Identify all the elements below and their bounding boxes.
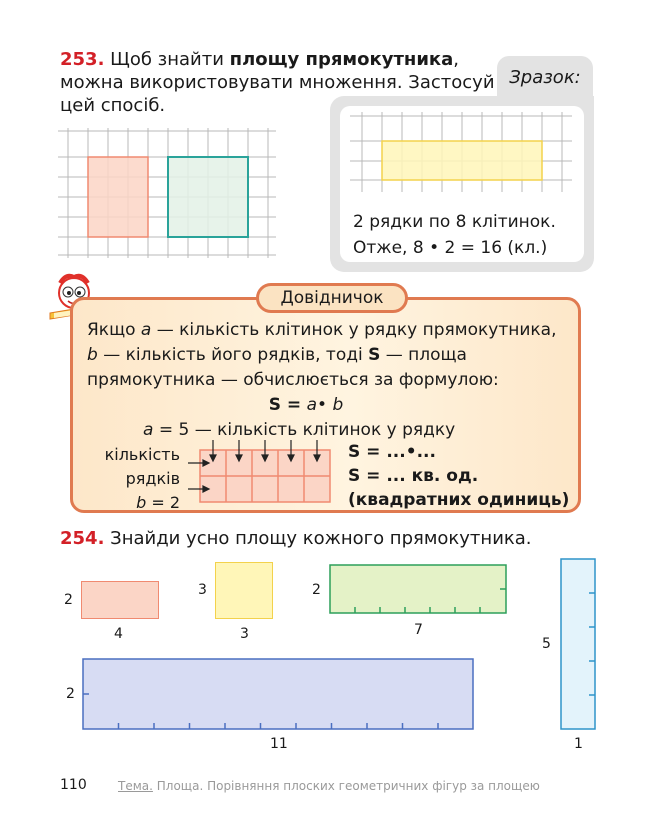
rect3-side-label: 2 <box>312 582 321 598</box>
result-line-2: S = ... кв. од. <box>348 466 479 486</box>
rows-label-1: кількість <box>104 445 180 464</box>
exercise-254-number: 254. <box>60 528 105 549</box>
page-number: 110 <box>60 777 87 793</box>
rectangle-1x5 <box>560 558 598 732</box>
exercise-254-instruction: Знайди усно площу кожного прямокутника. <box>110 528 532 549</box>
reference-text <box>87 318 577 443</box>
rect4-side-label: 5 <box>542 636 551 652</box>
rect2-side-label: 3 <box>198 582 207 598</box>
rect5-bottom-label: 11 <box>270 736 288 752</box>
sample-grid <box>350 112 572 192</box>
reference-line-2: b — кількість його рядків, тоді S — площа <box>87 345 467 365</box>
pink-rectangle-253 <box>88 157 148 237</box>
sample-line-2: Отже, 8 • 2 = 16 (кл.) <box>353 238 548 258</box>
exercise-253-bold: площу прямокутника <box>229 49 454 70</box>
rect4-bottom-label: 1 <box>574 736 583 752</box>
reference-a-line: a = 5 — кількість клітинок у рядку <box>143 420 456 440</box>
reference-diagram <box>188 438 338 504</box>
footer-topic-label: Тема. <box>118 779 153 793</box>
rect1-side-label: 2 <box>64 592 73 608</box>
rect1-bottom-label: 4 <box>114 626 123 642</box>
rect5-side-label: 2 <box>66 686 75 702</box>
exercise-253-grid <box>58 128 278 258</box>
sample-text <box>353 209 556 261</box>
footer-topic-text: Площа. Порівняння плоских геометричних фігур за площею <box>152 779 540 793</box>
reference-line-3: прямокутника — обчислюється за формулою: <box>87 370 499 390</box>
result-line-1: S = ...•... <box>348 442 436 462</box>
result-line-3: (квадратних одиниць) <box>348 490 570 510</box>
footer-topic <box>118 779 540 793</box>
exercise-253-post: , можна використовувати множення. Застосуй цей спосіб. <box>60 49 495 116</box>
rows-label-2: рядків <box>125 469 180 488</box>
reference-results <box>348 440 569 512</box>
rows-b-value: b = 2 <box>136 493 180 512</box>
rectangle-4x2 <box>81 581 159 619</box>
exercise-253-pre: Щоб знайти <box>110 49 230 70</box>
rectangle-7x2 <box>329 564 509 616</box>
green-rectangle-253 <box>168 157 248 237</box>
rectangle-3x3 <box>215 562 273 619</box>
rectangle-11x2 <box>82 658 476 732</box>
sample-tab: Зразок: <box>497 56 593 100</box>
rows-label <box>104 443 180 515</box>
reference-line-1: Якщо a — кількість клітинок у рядку прямокутника, <box>87 320 557 340</box>
reference-title: Довідничок <box>256 283 408 313</box>
exercise-253-number: 253. <box>60 49 105 70</box>
sample-line-1: 2 рядки по 8 клітинок. <box>353 212 556 232</box>
rect3-bottom-label: 7 <box>414 622 423 638</box>
rect2-bottom-label: 3 <box>240 626 249 642</box>
exercise-254-text <box>60 528 532 549</box>
yellow-rectangle-sample <box>382 141 542 180</box>
reference-formula: S = a• b <box>268 395 344 415</box>
